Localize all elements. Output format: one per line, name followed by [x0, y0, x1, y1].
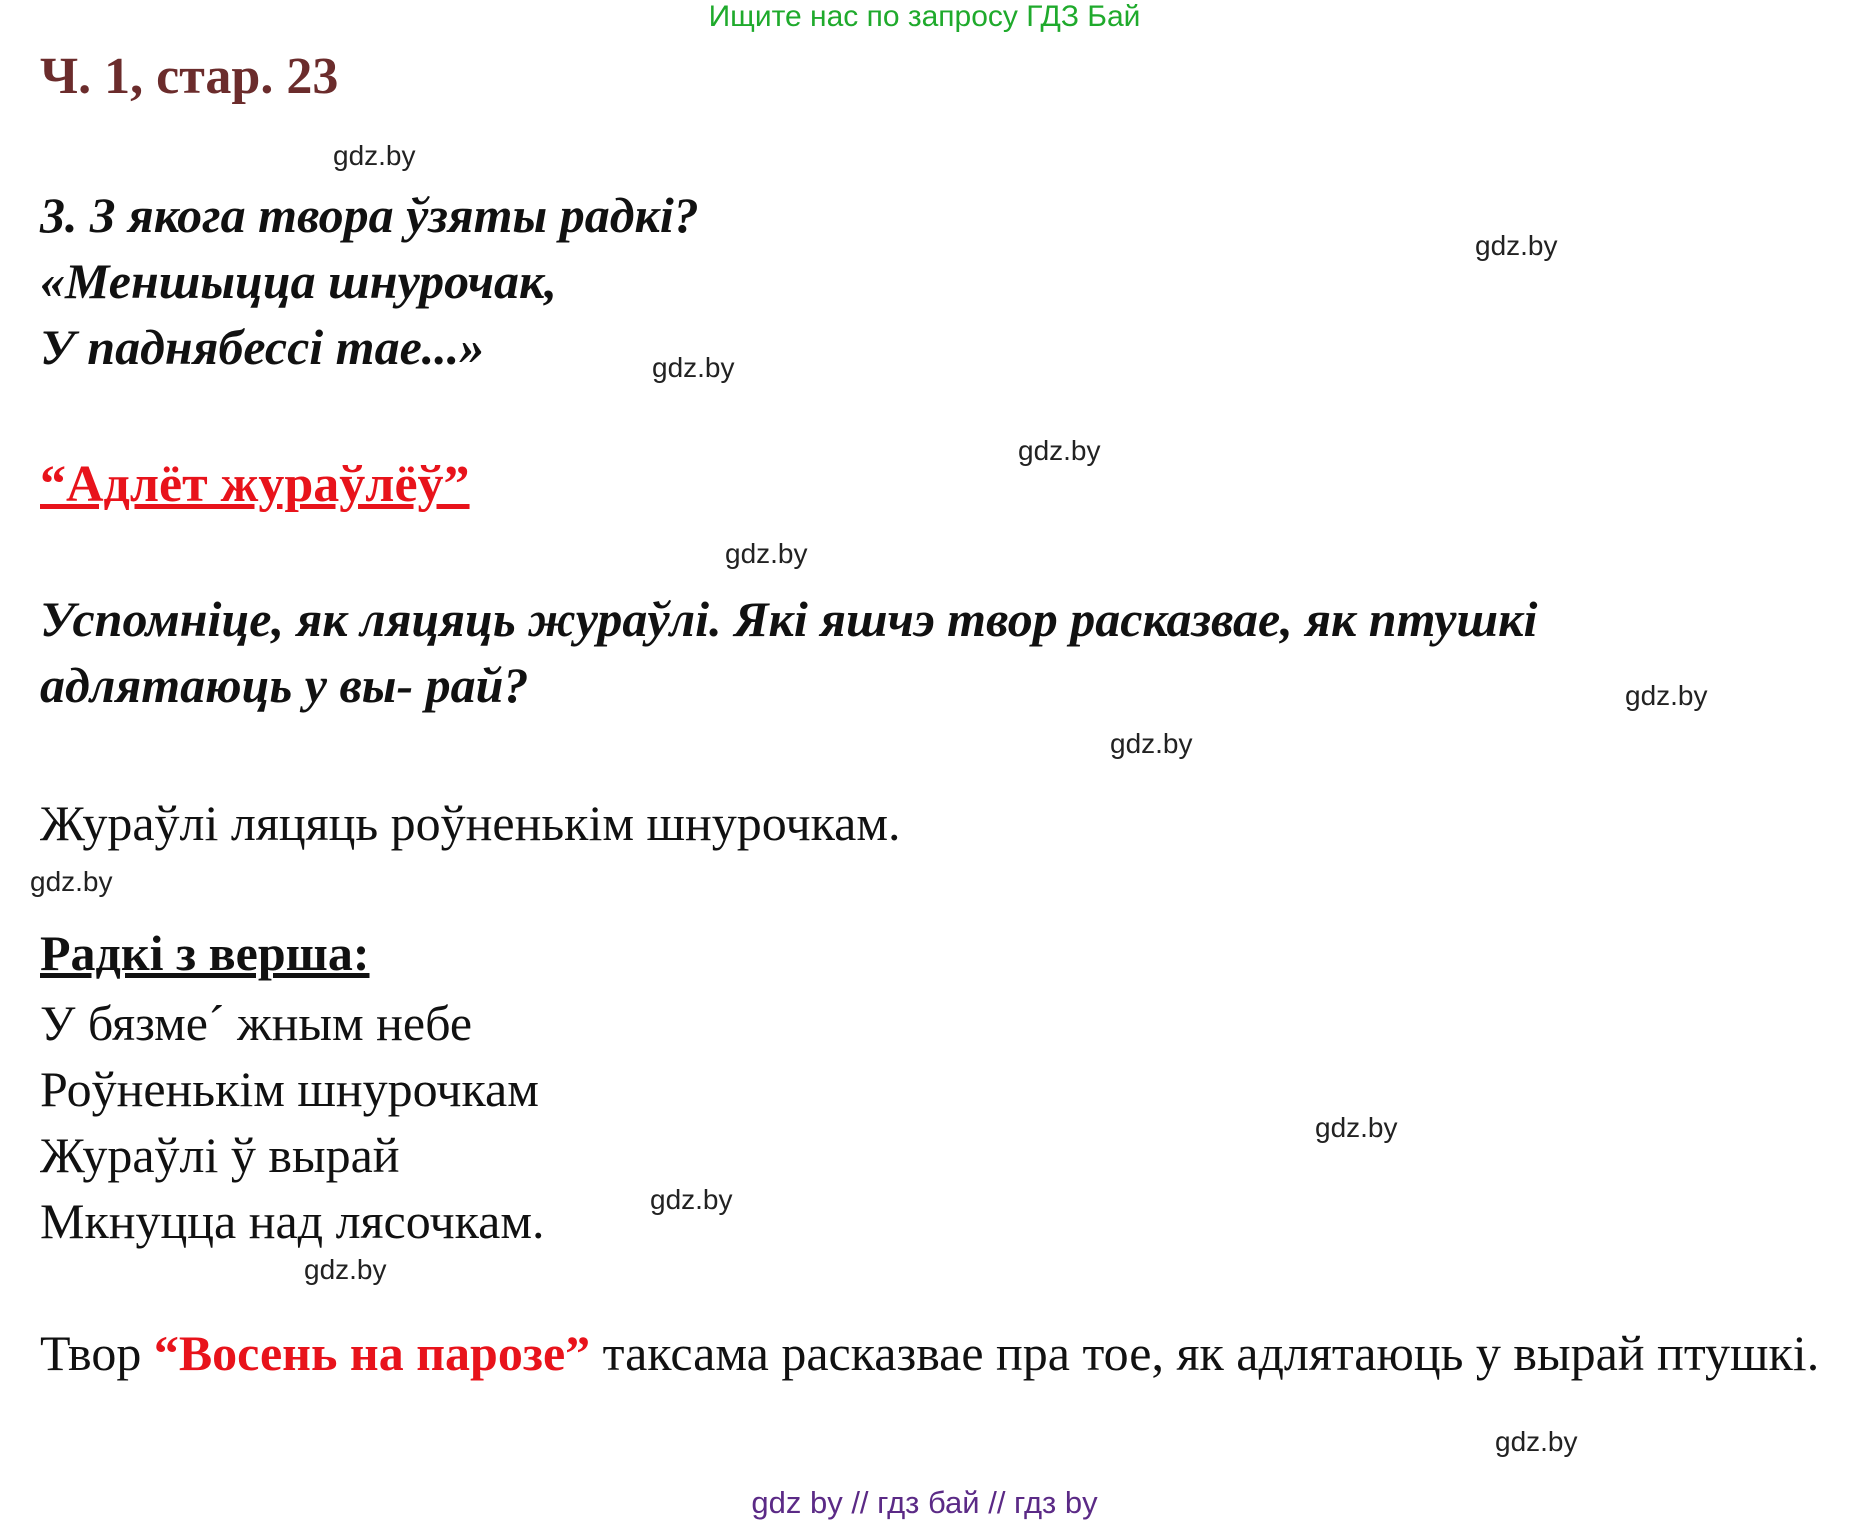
poem-line-3: Жураўлі ў вырай	[40, 1127, 400, 1183]
watermark: gdz.by	[1625, 680, 1708, 711]
page-title: Ч. 1, стар. 23	[40, 48, 339, 105]
watermark: gdz.by	[333, 140, 416, 171]
footer-links: gdz by // гдз бай // гдз by	[751, 1485, 1098, 1520]
poem-heading: Радкі з верша:	[40, 925, 370, 981]
watermark: gdz.by	[1018, 435, 1101, 466]
watermark: gdz.by	[30, 866, 113, 897]
watermark: gdz.by	[725, 538, 808, 569]
final-answer	[40, 1320, 1824, 1386]
watermark: gdz.by	[1495, 1426, 1578, 1457]
final-answer-before: Твор	[40, 1325, 154, 1381]
watermark: gdz.by	[1110, 728, 1193, 759]
watermark: gdz.by	[1475, 230, 1558, 261]
question-2-line-2: адлятаюць у вы- рай?	[40, 657, 529, 713]
watermark: gdz.by	[1315, 1112, 1398, 1143]
final-answer-after: таксама расказвае пра тое, як адлятаюць у вырай птушкі.	[590, 1325, 1820, 1381]
promo-banner: Ищите нас по запросу ГДЗ Бай	[708, 0, 1141, 33]
poem-line-4: Мкнуцца над лясочкам.	[40, 1193, 545, 1249]
answer-text: Жураўлі ляцяць роўненькім шнурочкам.	[40, 795, 901, 851]
work-title: “Адлёт жураўлёў”	[40, 456, 470, 513]
poem-line-2: Роўненькім шнурочкам	[40, 1061, 539, 1117]
question-1-line-3: У паднябессі тае...»	[40, 319, 485, 375]
highlighted-work-title: “Восень на парозе”	[153, 1325, 591, 1381]
watermark: gdz.by	[652, 352, 735, 383]
watermark: gdz.by	[650, 1184, 733, 1215]
question-2-line-1: Успомніце, як ляцяць жураўлі. Які яшчэ твор расказвае, як птушкі	[40, 591, 1538, 647]
question-1-line-2: «Меншыцца шнурочак,	[40, 253, 557, 309]
question-1-line-1: 3. З якога твора ўзяты радкі?	[40, 187, 699, 243]
poem-line-1: У бязме´ жным небе	[40, 995, 473, 1051]
watermark: gdz.by	[304, 1254, 387, 1285]
